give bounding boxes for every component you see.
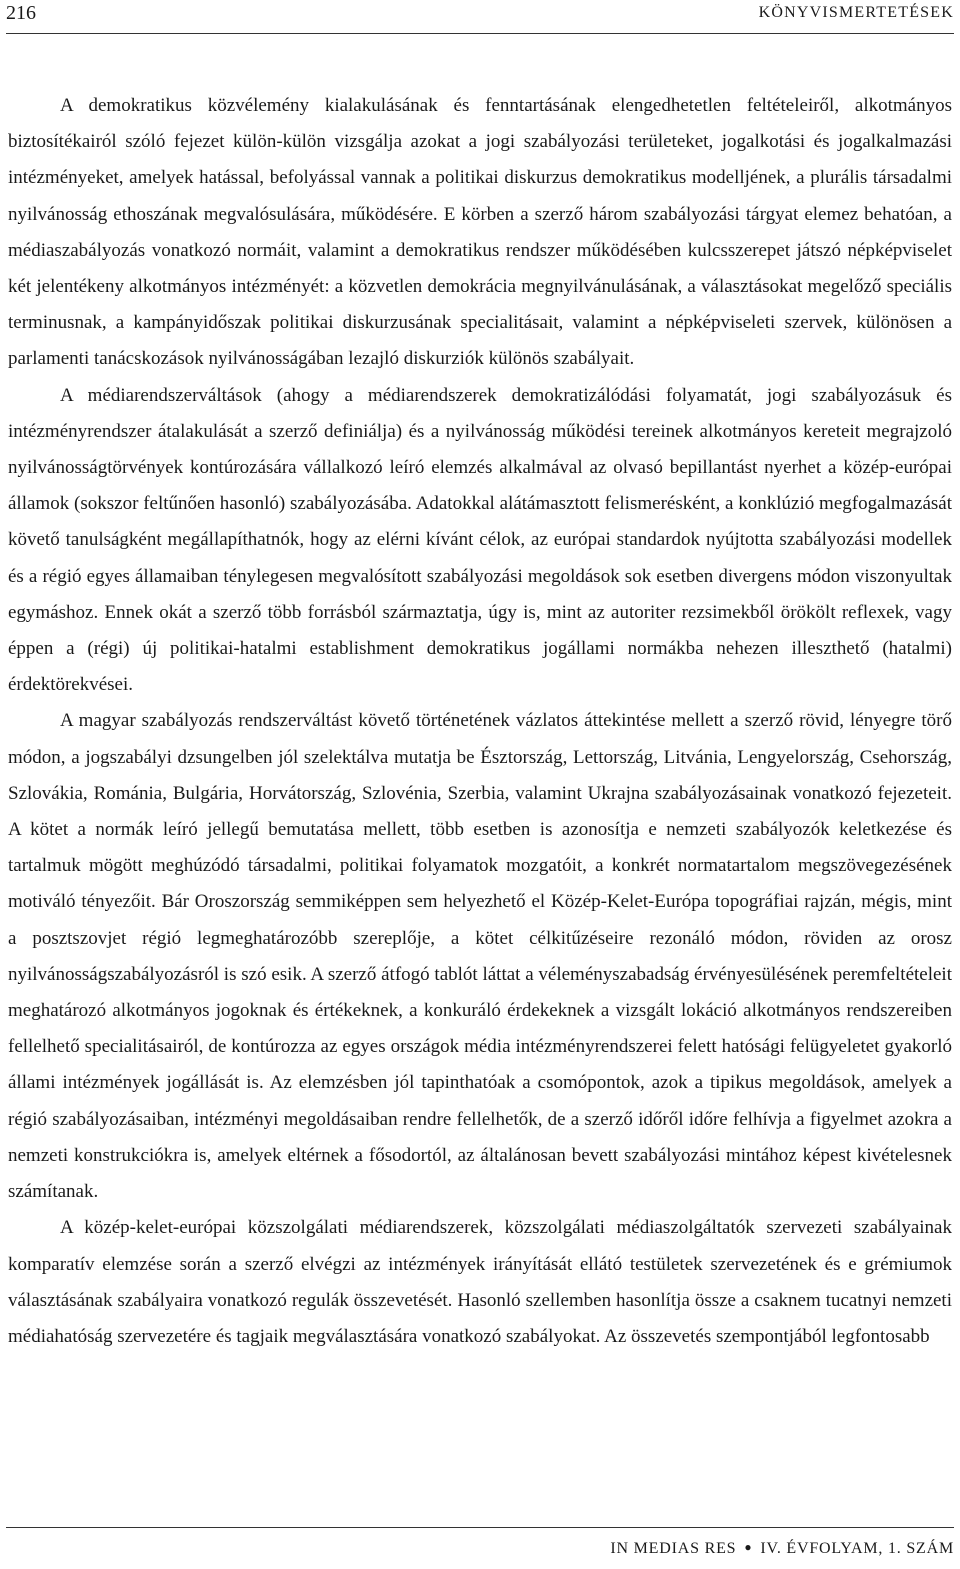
paragraph-2: A médiarendszerváltások (ahogy a médiarendszerek demokratizálódási folyamatát, jogi szabályozásuk és intézményrendszer átalakulását a szerző definiálja) és a nyilvánosság működési tereinek alkotmányos kereteit megrajzoló nyilvánosságtörvények kontúrozására vállalkozó leíró elemzés alkalmával az olvasó bepillantást nyerhet a közép-európai államok (sokszor feltűnően hasonló) szabályozásába. Adatokkal alátámasztott felismerésként, a konklúzió megfogalmazását követő tanulságként megállapíthatnók, hogy az elérni kívánt célok, az európai standardok nyújtotta szabályozási modellek és a régió egyes államaiban ténylegesen megvalósított szabályozási megoldások sok esetben divergens módon viszonyultak egymáshoz. Ennek okát a szerző több forrásból származtatja, úgy is, mint az autoriter rezsimekből örökölt reflexek, vagy éppen a (régi) új politikai-hatalmi establishment demokratikus jogállami normákba nehezen illeszthető (hatalmi) érdektörekvései. xyxy=(8,384,952,696)
journal-title: IN MEDIAS RES xyxy=(610,1540,737,1557)
page-footer xyxy=(6,1527,954,1557)
running-head: KÖNYVISMERTETÉSEK xyxy=(758,4,954,21)
bullet-separator: ● xyxy=(744,1540,753,1554)
paragraph-1: A demokratikus közvélemény kialakulásának és fenntartásának elengedhetetlen feltételeiről, alkotmányos biztosítékairól szóló fejezet külön-külön vizsgálja azokat a jogi szabályozási területeket, jogalkotási és jogalkalmazási intézményeket, amelyek hatással, befolyással vannak a politikai diskurzus demokratikus modelljének, a plurális társadalmi nyilvánosság ethoszának megvalósulására, működésére. E körben a szerző három szabályozási tárgyat elemez behatóan, a médiaszabályozás vonatkozó normáit, valamint a demokratikus rendszer működésében kulcsszerepet játszó népképviselet két jelentékeny alkotmányos intézményét: a közvetlen demokrácia megnyilvánulásának, a választásokat megelőző speciális terminusnak, a kampányidőszak politikai diskurzusának specialitásait, valamint a népképviseleti szervek, különösen a parlamenti tanácskozások nyilvánosságában lezajló diskurziók különös szabályait. xyxy=(8,95,952,370)
article-body xyxy=(8,88,952,1468)
paragraph-3: A magyar szabályozás rendszerváltást követő történetének vázlatos áttekintése mellett a szerző rövid, lényegre törő módon, a jogszabályi dzsungelben jól szelektálva mutatja be Észtország, Lettország, Litvánia, Lengyelország, Csehország, Szlovákia, Románia, Bulgária, Horvátország, Szlovénia, Szerbia, valamint Ukrajna szabályozásainak vonatkozó fejezeteit. A kötet a normák leíró jellegű bemutatása mellett, több esetben is azonosítja e nemzeti szabályozók keletkezése és tartalmuk mögött meghúzódó társadalmi, politikai folyamatok mozgatóit, a konkrét normatartalom megszövegezésének motiváló tényezőit. Bár Oroszország semmiképpen sem helyezhető el Közép-Kelet-Európa topográfiai rajzán, mégis, mint a posztszovjet régió legmeghatározóbb szereplője, a kötet célkitűzéseire rezonáló módon, röviden az orosz nyilvánosságszabályozásról is szó esik. A szerző átfogó tablót láttat a véleményszabadság érvényesülésének peremfeltételeit meghatározó alkotmányos jogoknak és értékeknek, a konkuráló érdekeknek a vizsgált lokáció alkotmányos rendszereiben fellelhető specialitásairól, de kontúrozza az egyes országok média intézményrendszerei felett hatósági felügyeletet gyakorló állami intézmények jogállását is. Az elemzésben jól tapinthatóak a csomópontok, azok a tipikus megoldások, amelyek a régió szabályozásaiban, intézményi megoldásaiban rendre fellelhetők, de a szerző időről időre felhívja a figyelmet azokra a nemzeti konstrukciókra is, amelyek eltérnek a fősodortól, az általánosan bevett szabályozási mintához képest kivételesnek számítanak. xyxy=(8,710,952,1203)
page-header xyxy=(6,0,954,34)
paragraph-4: A közép-kelet-európai közszolgálati médiarendszerek, közszolgálati médiaszolgáltatók szervezeti szabályainak komparatív elemzése során a szerző elvégzi az intézmények irányítását ellátó testületek szervezetének és e grémiumok választásának szabályaira vonatkozó regulák összevetését. Hasonló szellemben hasonlítja össze a csaknem tucatnyi nemzeti médiahatóság szervezetére és tagjaik megválasztására vonatkozó szabályokat. Az összevetés szempontjából legfontosabb xyxy=(8,1217,952,1347)
page-number: 216 xyxy=(6,2,36,24)
journal-reference xyxy=(610,1540,954,1558)
journal-volume: IV. ÉVFOLYAM, 1. SZÁM xyxy=(760,1540,954,1557)
